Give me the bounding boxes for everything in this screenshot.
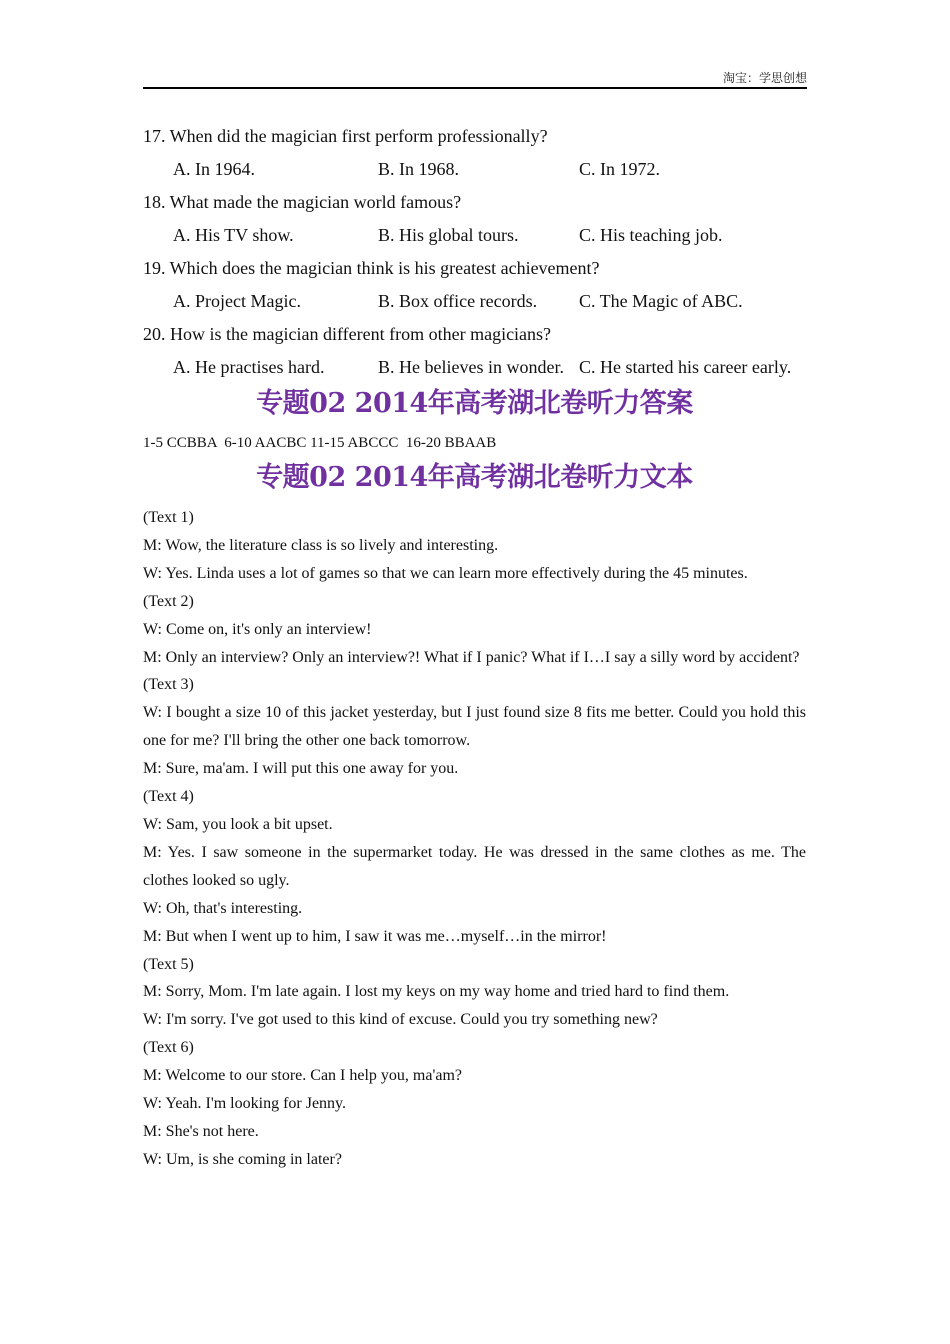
option-c: C. His teaching job. (579, 225, 723, 245)
transcript-line: W: Sam, you look a bit upset. (143, 815, 333, 833)
transcript-line: M: Sorry, Mom. I'm late again. I lost my keys on my way home and tried hard to find them. (143, 983, 730, 1001)
answer-section-title: 专题02 2014年高考湖北卷听力答案 (256, 388, 693, 419)
option-c: C. He started his career early. (579, 357, 792, 377)
option-c: C. The Magic of ABC. (579, 291, 743, 311)
transcript-line: (Text 5) (143, 955, 194, 973)
answer-key: 1-5 CCBBA 6-10 AACBC 11-15 ABCCC 16-20 BBAAB (143, 435, 497, 451)
option-a: A. In 1964. (173, 159, 255, 179)
transcript-line: (Text 6) (143, 1039, 194, 1057)
page-header (143, 67, 807, 89)
transcript-line: (Text 1) (143, 509, 194, 526)
option-a: A. He practises hard. (173, 357, 325, 377)
transcript-line: (Text 4) (143, 788, 194, 806)
transcript-line: M: Yes. I saw someone in the supermarket today. He was dressed in the same clothes as me. The clothes looked so ugly. (143, 843, 806, 889)
transcript-line: W: Come on, it's only an interview! (143, 620, 372, 638)
option-c: C. In 1972. (579, 159, 660, 179)
question-block (143, 120, 806, 384)
transcript-section-title: 专题02 2014年高考湖北卷听力文本 (256, 462, 693, 493)
option-b: B. Box office records. (378, 291, 538, 311)
question-20: 20. How is the magician different from other magicians? (143, 324, 552, 344)
options-20 (143, 351, 806, 384)
question-18: 18. What made the magician world famous? (143, 192, 462, 212)
header-text: 淘宝：学思创想 (722, 71, 807, 85)
transcript-line: M: Wow, the literature class is so lively and interesting. (143, 536, 499, 554)
transcript-line: W: I bought a size 10 of this jacket yesterday, but I just found size 8 fits me better. Could you hold this one for me? I'll bring the other one back tomorrow. (143, 704, 806, 750)
options-18 (143, 219, 806, 252)
option-b: B. In 1968. (378, 159, 459, 179)
option-a: A. Project Magic. (173, 291, 301, 311)
transcript (143, 504, 806, 1174)
transcript-line: M: Sure, ma'am. I will put this one away for you. (143, 760, 459, 778)
transcript-line: W: Yeah. I'm looking for Jenny. (143, 1095, 347, 1113)
transcript-line: W: I'm sorry. I've got used to this kind of excuse. Could you try something new? (143, 1011, 658, 1029)
option-b: B. His global tours. (378, 225, 519, 245)
transcript-line: M: Only an interview? Only an interview?! What if I panic? What if I…I say a silly word by accident? (143, 648, 800, 666)
transcript-line: W: Oh, that's interesting. (143, 899, 303, 917)
options-19 (143, 285, 806, 318)
question-17: 17. When did the magician first perform professionally? (143, 126, 548, 146)
transcript-line: (Text 3) (143, 676, 194, 694)
transcript-line: M: Welcome to our store. Can I help you, ma'am? (143, 1067, 462, 1085)
transcript-line: W: Yes. Linda uses a lot of games so that we can learn more effectively during the 45 minutes. (143, 564, 748, 582)
transcript-line: M: But when I went up to him, I saw it was me…myself…in the mirror! (143, 927, 607, 945)
option-a: A. His TV show. (173, 225, 294, 245)
document-body (143, 120, 806, 1174)
options-17 (143, 153, 806, 186)
question-19: 19. Which does the magician think is his greatest achievement? (143, 258, 600, 278)
transcript-line: M: She's not here. (143, 1122, 259, 1140)
transcript-line: (Text 2) (143, 592, 194, 610)
transcript-line: W: Um, is she coming in later? (143, 1150, 342, 1168)
option-b: B. He believes in wonder. (378, 357, 564, 377)
